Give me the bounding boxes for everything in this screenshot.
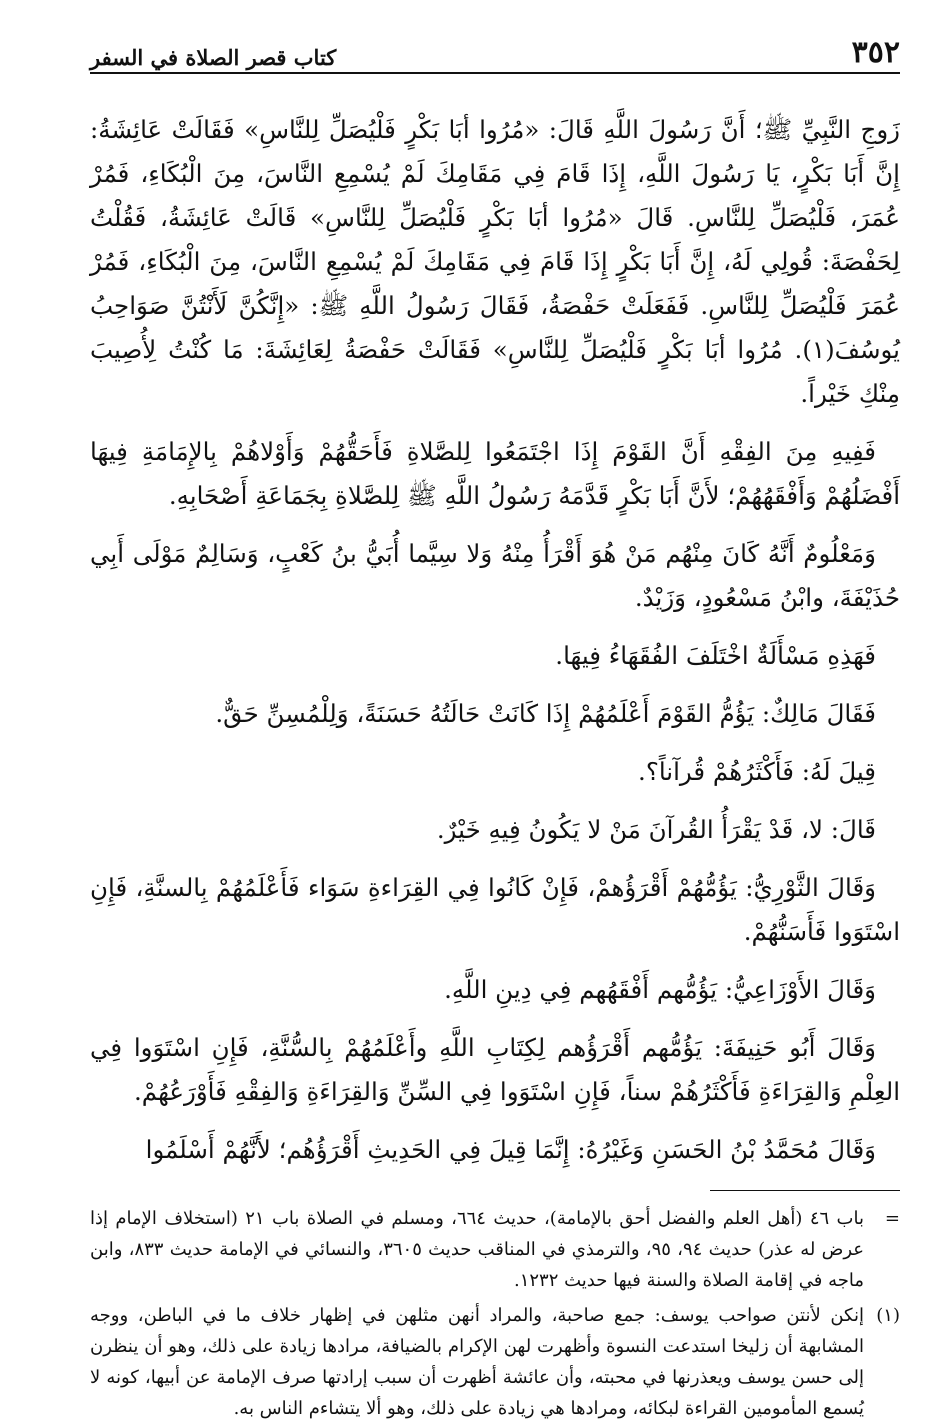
running-title: كتاب قصر الصلاة في السفر bbox=[90, 45, 337, 70]
footnote-1 bbox=[90, 1300, 900, 1424]
footnote-continued bbox=[90, 1203, 900, 1296]
page-number: ٣٥٢ bbox=[851, 35, 900, 70]
footnote-text: إنكن لأنتن صواحب يوسف: جمع صاحبة، والمراد أنهن مثلهن في إظهار خلاف ما في الباطن، ووجه المشابهة أن زليخا استدعت النسوة وأظهرت لهن الإكرام بالضيافة، مرادها زيادة على ذلك، وهو أن ينظرن إلى حسن يوسف ويعذرنها في محبته، وأن عائشة أظهرت أن سبب إرادتها صرف الإمامة عن أبيها، كونه لا يُسمع المأمومين القراءة لبكائه، ومرادها هي زيادة على ذلك، وهو ألا يتشاءم الناس به. bbox=[90, 1305, 864, 1419]
paragraph-awzai: وَقَالَ الأَوْزَاعِيُّ: يَؤُمُّهم أَفْقَهُهم فِي دِينِ اللَّهِ. bbox=[444, 975, 876, 1004]
paragraph-answer: قَالَ: لا، قَدْ يَقْرَأُ القُرآنَ مَنْ لا يَكُونُ فِيهِ خَيْرٌ. bbox=[436, 815, 876, 844]
paragraph-question: قِيلَ لَهُ: فَأَكْثَرُهُمْ قُرآناً؟. bbox=[638, 757, 876, 786]
footnotes bbox=[90, 1203, 900, 1424]
main-text bbox=[90, 108, 900, 1172]
paragraph-fiqh: فَفِيهِ مِنَ الفِقْهِ أَنَّ القَوْمَ إِذَا اجْتَمَعُوا لِلصَّلاةِ فَأَحَقُّهُمْ وَأَوْلاهُمْ بِالإِمَامَةِ فِيهَا أَفْضَلُهُمْ وَأَفْقَهُهُمْ؛ لأَنَّ أَبَا بَكْرٍ قَدَّمَهُ رَسُولُ اللَّهِ ﷺ لِلصَّلاةِ بِجَمَاعَةِ أَصْحَابِهِ. bbox=[90, 437, 900, 510]
paragraph-issue: فَهَذِهِ مَسْأَلَةٌ اخْتَلَفَ الفُقَهَاءُ فِيهَا. bbox=[555, 641, 876, 670]
footnote-text: باب ٤٦ (أهل العلم والفضل أحق بالإمامة)، حديث ٦٦٤، ومسلم في الصلاة باب ٢١ (استخلاف الإمام إذا عرض له عذر) حديث ٩٤، ٩٥، والترمذي في المناقب حديث ٣٦٠٥، والنسائي في الإمامة حديث ٨٣٣، وابن ماجه في إقامة الصلاة والسنة فيها حديث ١٢٣٢. bbox=[90, 1208, 865, 1291]
footnote-marker: = bbox=[884, 1208, 900, 1229]
book-page bbox=[90, 28, 900, 1419]
footnote-divider bbox=[710, 1190, 900, 1191]
paragraph-malik: فَقَالَ مَالِكٌ: يَؤُمُّ القَوْمَ أَعْلَمُهُمْ إِذَا كَانَتْ حَالَتُهُ حَسَنَةً، وَلِلْمُسِنِّ حَقٌّ. bbox=[215, 699, 876, 728]
paragraph-thawri: وَقَالَ الثَّوْرِيُّ: يَؤُمُّهُمْ أَقْرَؤُهمْ، فَإِنْ كَانُوا فِي القِرَاءةِ سَوَاء فَأَعْلَمُهُمْ بِالسنَّةِ، فَإِنِ اسْتَوَوا فَأَسَنُّهُمْ. bbox=[90, 873, 900, 946]
paragraph-muhammad: وَقَالَ مُحَمَّدُ بْنُ الحَسَنِ وَغَيْرُهُ: إِنَّمَا قِيلَ فِي الحَدِيثِ أَقْرَؤُهُم؛ لأَنَّهُمْ أَسْلَمُوا bbox=[145, 1135, 876, 1164]
paragraph-hadith: زَوجِ النَّبِيِّ ﷺ؛ أَنَّ رَسُولَ اللَّهِ قَالَ: «مُرُوا أبَا بَكْرٍ فَلْيُصَلِّ لِلنَّاسِ» فَقَالَتْ عَائِشَةُ: إِنَّ أَبَا بَكْرٍ، يَا رَسُولَ اللَّهِ، إِذَا قَامَ فِي مَقَامِكَ لَمْ يُسْمِعِ النَّاسَ، مِنَ الْبُكَاءِ، فَمُرْ عُمَرَ، فَلْيُصَلِّ لِلنَّاسِ. قَالَ «مُرُوا أبَا بَكْرٍ فَلْيُصَلِّ لِلنَّاسِ» قَالَتْ عَائِشَةُ، فَقُلْتُ لِحَفْصَةَ: قُولِي لَهُ، إِنَّ أَبَا بَكْرٍ إِذَا قَامَ فِي مَقَامِكَ لَمْ يُسْمِعِ النَّاسَ، مِنَ الْبُكَاءِ، فَمُرْ عُمَرَ فَلْيُصَلِّ لِلنَّاسِ. فَفَعَلَتْ حَفْصَةُ، فَقَالَ رَسُولُ اللَّهِ ﷺ: «إِنَّكُنَّ لَأَنْتُنَّ صَوَاحِبُ يُوسُفَ(١). مُرُوا أبَا بَكْرٍ فَلْيُصَلِّ لِلنَّاسِ» فَقَالَتْ حَفْصَةُ لِعَائِشَةَ: مَا كُنْتُ لِأُصِيبَ مِنْكِ خَيْراً. bbox=[90, 115, 900, 408]
footnote-marker: (١) bbox=[876, 1305, 900, 1326]
paragraph-abu-hanifa: وَقَالَ أَبُو حَنِيفَةَ: يَؤُمُّهم أَقْرَؤُهم لِكِتَابِ اللَّهِ وأَعْلَمُهُمْ بِالسُّنَّةِ، فَإِنِ اسْتَوَوا فِي العِلْمِ وَالقِرَاءَةِ فَأَكْثَرُهُمْ سناً، فَإِنِ اسْتَوَوا فِي السِّنِّ وَالقِرَاءَةِ وَالفِقْهِ فَأَوْرَعُهُمْ. bbox=[90, 1033, 900, 1106]
page-header bbox=[90, 28, 900, 74]
paragraph-known: وَمَعْلُومٌ أَنَّهُ كَانَ مِنْهُم مَنْ هُوَ أَقْرَأُ مِنْهُ وَلا سِيَّما أُبَيُّ بنُ كَعْبٍ، وَسَالِمٌ مَوْلَى أَبِي حُذَيْفَةَ، وابْنُ مَسْعُودٍ، وَزَيْدٌ. bbox=[90, 539, 900, 612]
